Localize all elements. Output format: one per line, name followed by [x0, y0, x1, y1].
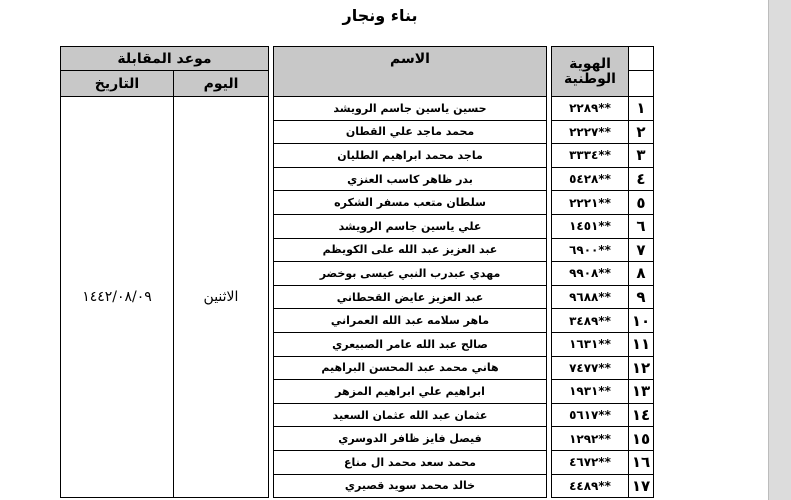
- column-gap: [547, 427, 552, 451]
- column-gap: [269, 356, 274, 380]
- row-number: ٧: [629, 238, 654, 262]
- column-gap: [269, 262, 274, 286]
- column-gap: [269, 238, 274, 262]
- applicant-name: مهدي عبدرب النبي عيسى بوخضر: [274, 262, 547, 286]
- column-gap: [547, 167, 552, 191]
- column-gap: [547, 47, 552, 97]
- national-id: **٩٩٠٨: [552, 262, 629, 286]
- name-header: الاسم: [274, 47, 547, 97]
- applicant-name: عثمان عبد الله عثمان السعيد: [274, 403, 547, 427]
- applicant-name: صالح عبد الله عامر الصبيعري: [274, 332, 547, 356]
- column-gap: [269, 167, 274, 191]
- column-gap: [269, 285, 274, 309]
- row-number: ٣: [629, 144, 654, 168]
- column-gap: [547, 474, 552, 498]
- column-gap: [269, 191, 274, 215]
- number-header: [629, 47, 654, 71]
- applicant-name: محمد ماجد علي القطان: [274, 120, 547, 144]
- column-gap: [269, 309, 274, 333]
- applicant-name: علي ياسين جاسم الرويشد: [274, 214, 547, 238]
- column-gap: [547, 403, 552, 427]
- national-id: **٣٤٨٩: [552, 309, 629, 333]
- column-gap: [269, 47, 274, 97]
- row-number: ٩: [629, 285, 654, 309]
- column-gap: [547, 120, 552, 144]
- applicant-name: محمد سعد محمد ال مناع: [274, 450, 547, 474]
- column-gap: [547, 214, 552, 238]
- row-number: ١٢: [629, 356, 654, 380]
- column-gap: [547, 356, 552, 380]
- national-id: **١٤٥١: [552, 214, 629, 238]
- applicant-name: سلطان متعب مسفر الشكره: [274, 191, 547, 215]
- column-gap: [269, 450, 274, 474]
- row-number: ١٤: [629, 403, 654, 427]
- column-gap: [269, 214, 274, 238]
- national-id: **٥٤٢٨: [552, 167, 629, 191]
- applicant-name: عبد العزيز عبد الله على الكويظم: [274, 238, 547, 262]
- row-number: ٥: [629, 191, 654, 215]
- applicant-name: حسين ياسين جاسم الرويشد: [274, 97, 547, 121]
- day-header: اليوم: [174, 71, 269, 97]
- applicant-name: بدر ظاهر كاسب العنزي: [274, 167, 547, 191]
- row-number: ١٥: [629, 427, 654, 451]
- column-gap: [269, 120, 274, 144]
- row-number: ٨: [629, 262, 654, 286]
- national-id: **٢٢٢٧: [552, 120, 629, 144]
- table-body: [61, 97, 654, 498]
- column-gap: [547, 285, 552, 309]
- number-header-lower: [629, 71, 654, 97]
- column-gap: [269, 97, 274, 121]
- national-id: **٥٦١٧: [552, 403, 629, 427]
- column-gap: [269, 474, 274, 498]
- column-gap: [547, 144, 552, 168]
- interview-day: الاثنين: [174, 97, 269, 498]
- national-id: **٣٣٣٤: [552, 144, 629, 168]
- row-number: ١١: [629, 332, 654, 356]
- table-row: [61, 97, 654, 121]
- applicant-name: ماهر سلامه عبد الله العمراني: [274, 309, 547, 333]
- national-id: **٢٢٢١: [552, 191, 629, 215]
- row-number: ١٦: [629, 450, 654, 474]
- national-id: **١٩٣١: [552, 380, 629, 404]
- column-gap: [269, 380, 274, 404]
- row-number: ١٧: [629, 474, 654, 498]
- national-id: **٤٤٨٩: [552, 474, 629, 498]
- date-header: التاريخ: [61, 71, 174, 97]
- column-gap: [547, 380, 552, 404]
- national-id: **١٢٩٢: [552, 427, 629, 451]
- column-gap: [269, 403, 274, 427]
- column-gap: [269, 332, 274, 356]
- applicant-name: ماجد محمد ابراهيم الطليان: [274, 144, 547, 168]
- column-gap: [547, 97, 552, 121]
- column-gap: [269, 427, 274, 451]
- interview-date-header: موعد المقابلة: [61, 47, 269, 71]
- row-number: ١: [629, 97, 654, 121]
- column-gap: [547, 332, 552, 356]
- national-id: **٩٦٨٨: [552, 285, 629, 309]
- interview-date: ١٤٤٢/٠٨/٠٩: [61, 97, 174, 498]
- applicant-name: خالد محمد سويد قصيري: [274, 474, 547, 498]
- national-id: **٤٦٧٢: [552, 450, 629, 474]
- page-title: بناء ونجار: [342, 6, 418, 25]
- row-number: ٤: [629, 167, 654, 191]
- applicant-name: ابراهيم علي ابراهيم المزهر: [274, 380, 547, 404]
- row-number: ١٠: [629, 309, 654, 333]
- column-gap: [547, 450, 552, 474]
- national-id: **٧٤٧٧: [552, 356, 629, 380]
- interview-schedule-table: [60, 46, 654, 498]
- national-id-header: الهوية الوطنية: [552, 47, 629, 97]
- row-number: ١٣: [629, 380, 654, 404]
- row-number: ٦: [629, 214, 654, 238]
- applicant-name: فيصل فايز ظافر الدوسري: [274, 427, 547, 451]
- column-gap: [547, 191, 552, 215]
- window-edge-strip: [768, 0, 791, 500]
- row-number: ٢: [629, 120, 654, 144]
- column-gap: [547, 262, 552, 286]
- national-id: **٦٩٠٠: [552, 238, 629, 262]
- national-id: **٢٢٨٩: [552, 97, 629, 121]
- column-gap: [547, 238, 552, 262]
- applicant-name: عبد العزيز عايض القحطاني: [274, 285, 547, 309]
- applicant-name: هاني محمد عبد المحسن البراهيم: [274, 356, 547, 380]
- national-id: **١٦٣١: [552, 332, 629, 356]
- column-gap: [547, 309, 552, 333]
- column-gap: [269, 144, 274, 168]
